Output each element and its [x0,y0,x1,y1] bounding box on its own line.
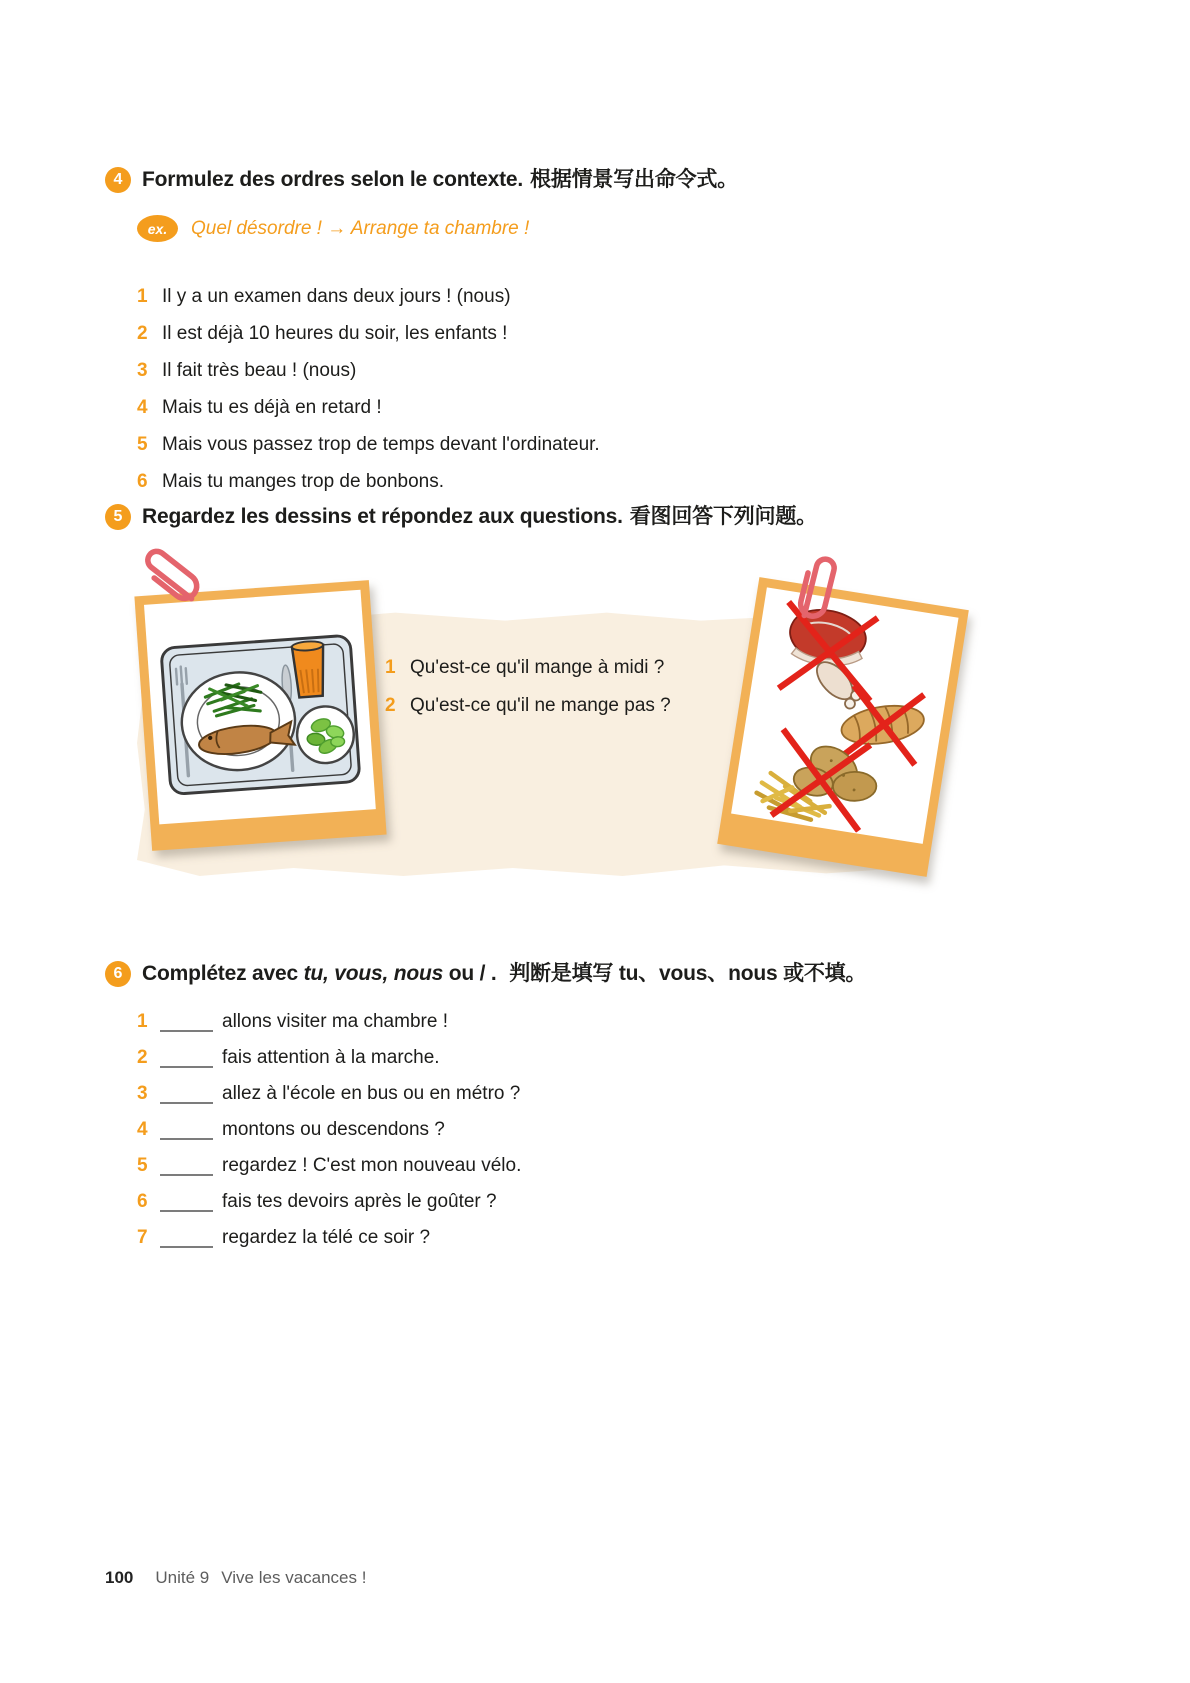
list-item [137,389,600,426]
exercise4-title-zh: 根据情景写出命令式。 [530,168,739,191]
item-text: Mais tu manges trop de bonbons. [162,470,445,492]
item-text: Il y a un examen dans deux jours ! (nous) [162,285,511,307]
answer-blank [160,1048,213,1068]
book-title: Vive les vacances ! [221,1568,367,1587]
item-number: 5 [137,1155,148,1176]
exercise4-list [137,278,600,500]
item-number: 2 [137,1047,148,1068]
answer-blank [160,1012,213,1032]
item-number: 4 [137,1119,148,1140]
list-item [137,315,600,352]
question-number: 1 [385,657,396,678]
item-text: regardez la télé ce soir ? [222,1227,431,1248]
exercise4-example [137,215,529,242]
crossed-foods-illustration [742,591,947,841]
fill-in-item [137,1148,521,1184]
item-number: 6 [137,1191,148,1212]
answer-blank [160,1228,213,1248]
item-text: allons visiter ma chambre ! [222,1011,448,1032]
photo-area [731,587,958,844]
list-item [137,352,600,389]
answer-blank [160,1120,213,1140]
photo-lunch-tray [134,580,386,851]
fill-in-item [137,1112,521,1148]
exercise4-number-badge: 4 [105,167,131,193]
answer-blank [160,1156,213,1176]
item-text: regardez ! C'est mon nouveau vélo. [222,1155,522,1176]
item-number: 1 [137,1011,148,1032]
exercise5-header [105,503,817,531]
item-number: 4 [137,396,148,418]
exercise4-title-fr: Formulez des ordres selon le contexte. [142,168,524,191]
fill-in-item [137,1220,521,1256]
item-text: montons ou descendons ? [222,1119,445,1140]
item-number: 5 [137,433,148,455]
exercise6-header [105,960,866,988]
page-footer [105,1568,366,1588]
question-text: Qu'est-ce qu'il mange à midi ? [410,657,665,678]
page-number: 100 [105,1568,134,1587]
exercise6-list [137,1004,521,1256]
question-text: Qu'est-ce qu'il ne mange pas ? [410,695,671,716]
fill-in-item [137,1004,521,1040]
exercise5-title [142,503,817,531]
list-item [137,463,600,500]
item-text: Mais tu es déjà en retard ! [162,396,382,418]
question-number: 2 [385,695,396,716]
exercise6-title-prefix: Complétez avec [142,962,298,985]
item-text: fais attention à la marche. [222,1047,440,1068]
item-number: 3 [137,359,148,381]
item-text: Mais vous passez trop de temps devant l'ordinateur. [162,433,600,455]
lunch-tray-illustration [151,607,368,807]
exercise6-title-connector: ou / . [448,962,497,985]
exercise5-title-fr: Regardez les dessins et répondez aux questions. [142,505,623,528]
item-text: allez à l'école en bus ou en métro ? [222,1083,521,1104]
item-number: 2 [137,322,148,344]
list-item [137,426,600,463]
photo-area [144,590,376,825]
example-text: Quel désordre ! → Arrange ta chambre ! [191,217,530,239]
item-number: 6 [137,470,148,492]
exercise5-number-badge: 5 [105,504,131,530]
fill-in-item [137,1076,521,1112]
item-number: 3 [137,1083,148,1104]
item-text: fais tes devoirs après le goûter ? [222,1191,497,1212]
exercise6-title-zh: 判断是填写 tu、vous、nous 或不填。 [509,962,867,985]
photo-forbidden-foods [717,577,969,877]
exercise4-header [105,166,738,194]
unit-label: Unité 9 [155,1568,210,1587]
fill-in-item [137,1040,521,1076]
answer-blank [160,1192,213,1212]
item-number: 7 [137,1227,148,1248]
answer-blank [160,1084,213,1104]
question-item [385,687,671,725]
item-text: Il est déjà 10 heures du soir, les enfants ! [162,322,508,344]
item-text: Il fait très beau ! (nous) [162,359,357,381]
exercise6-title-pronouns: tu, vous, nous [303,962,444,985]
exercise4-title [142,166,738,194]
exercise6-title [142,960,866,988]
exercise5-title-zh: 看图回答下列问题。 [629,505,817,528]
exercise6-number-badge: 6 [105,961,131,987]
fill-in-item [137,1184,521,1220]
example-badge: ex. [137,215,178,242]
list-item [137,278,600,315]
question-item [385,649,671,687]
item-number: 1 [137,285,148,307]
exercise5-questions [385,649,671,725]
